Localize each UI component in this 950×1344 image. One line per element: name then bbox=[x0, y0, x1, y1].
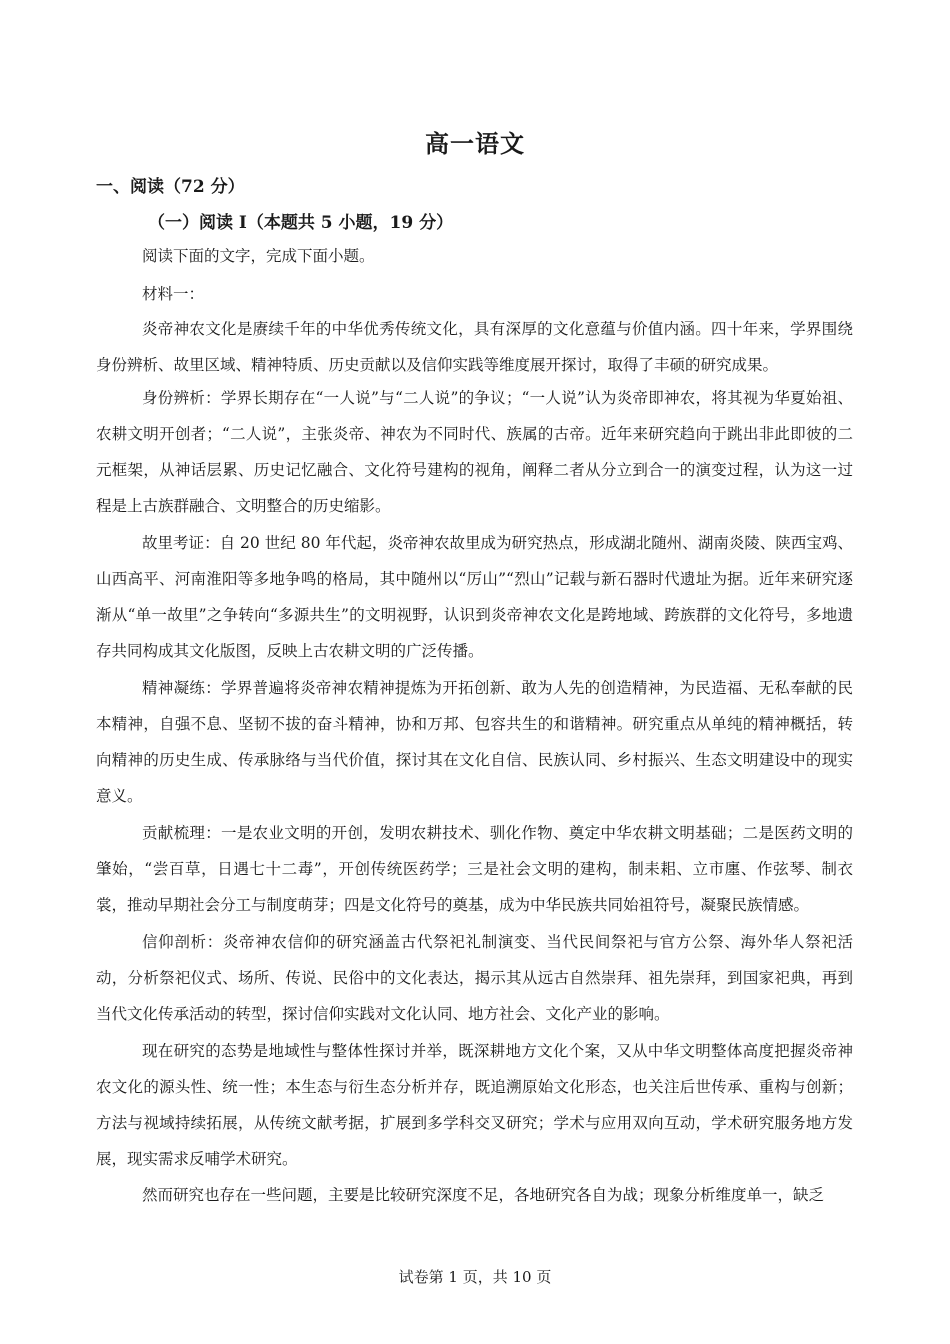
paragraph: 然而研究也存在一些问题，主要是比较研究深度不足，各地研究各自为战；现象分析维度单一，缺乏 bbox=[142, 1186, 825, 1204]
material-label: 材料一： bbox=[142, 285, 205, 303]
paragraph: 身份辨析：学界长期存在“一人说”与“二人说”的争议；“一人说”认为炎帝即神农，将其视为华夏始祖、农耕文明开创者；“二人说”，主张炎帝、神农为不同时代、族属的古帝。近年来研究趋向于跳出非此即彼的二元框架，从神话层累、历史记忆融合、文化符号建构的视角，阐释二者从分立到合一的演变过程，认为这一过程是上古族群融合、文明整合的历史缩影。 bbox=[96, 389, 853, 515]
paragraph: 现在研究的态势是地域性与整体性探讨并举，既深耕地方文化个案，又从中华文明整体高度把握炎帝神农文化的源头性、统一性；本生态与衍生态分析并存，既追溯原始文化形态，也关注后世传承、重构与创新；方法与视域持续拓展，从传统文献考据，扩展到多学科交叉研究；学术与应用双向互动，学术研究服务地方发展，现实需求反哺学术研究。 bbox=[96, 1042, 853, 1168]
paragraph: 信仰剖析：炎帝神农信仰的研究涵盖古代祭祀礼制演变、当代民间祭祀与官方公祭、海外华人祭祀活动，分析祭祀仪式、场所、传说、民俗中的文化表达，揭示其从远古自然崇拜、祖先崇拜，到国家祀典，再到当代文化传承活动的转型，探讨信仰实践对文化认同、地方社会、文化产业的影响。 bbox=[96, 933, 853, 1023]
paragraph: 贡献梳理：一是农业文明的开创，发明农耕技术、驯化作物、奠定中华农耕文明基础；二是医药文明的肇始，“尝百草，日遇七十二毒”，开创传统医药学；三是社会文明的建构，制耒耜、立市廛、作弦琴、制衣裳，推动早期社会分工与制度萌芽；四是文化符号的奠基，成为中华民族共同始祖符号，凝聚民族情感。 bbox=[96, 824, 853, 914]
paragraph: 故里考证：自 20 世纪 80 年代起，炎帝神农故里成为研究热点，形成湖北随州、湖南炎陵、陕西宝鸡、山西高平、河南淮阳等多地争鸣的格局，其中随州以“厉山”“烈山”记载与新石器时代遗址为据。近年来研究逐渐从“单一故里”之争转向“多源共生”的文明视野，认识到炎帝神农文化是跨地域、跨族群的文化符号，多地遗存共同构成其文化版图，反映上古农耕文明的广泛传播。 bbox=[96, 534, 853, 660]
subsection-heading: （一）阅读 I（本题共 5 小题，19 分） bbox=[148, 213, 454, 233]
instruction-text: 阅读下面的文字，完成下面小题。 bbox=[142, 247, 375, 265]
section-heading: 一、阅读（72 分） bbox=[96, 177, 245, 197]
paragraph: 精神凝练：学界普遍将炎帝神农精神提炼为开拓创新、敢为人先的创造精神，为民造福、无私奉献的民本精神，自强不息、坚韧不拔的奋斗精神，协和万邦、包容共生的和谐精神。研究重点从单纯的精神概括，转向精神的历史生成、传承脉络与当代价值，探讨其在文化自信、民族认同、乡村振兴、生态文明建设中的现实意义。 bbox=[96, 679, 853, 805]
page-footer: 试卷第 1 页，共 10 页 bbox=[398, 1268, 552, 1286]
paragraph: 炎帝神农文化是赓续千年的中华优秀传统文化，具有深厚的文化意蕴与价值内涵。四十年来，学界围绕身份辨析、故里区域、精神特质、历史贡献以及信仰实践等维度展开探讨，取得了丰硕的研究成果。 bbox=[96, 320, 853, 374]
page-title: 高一语文 bbox=[425, 129, 525, 158]
